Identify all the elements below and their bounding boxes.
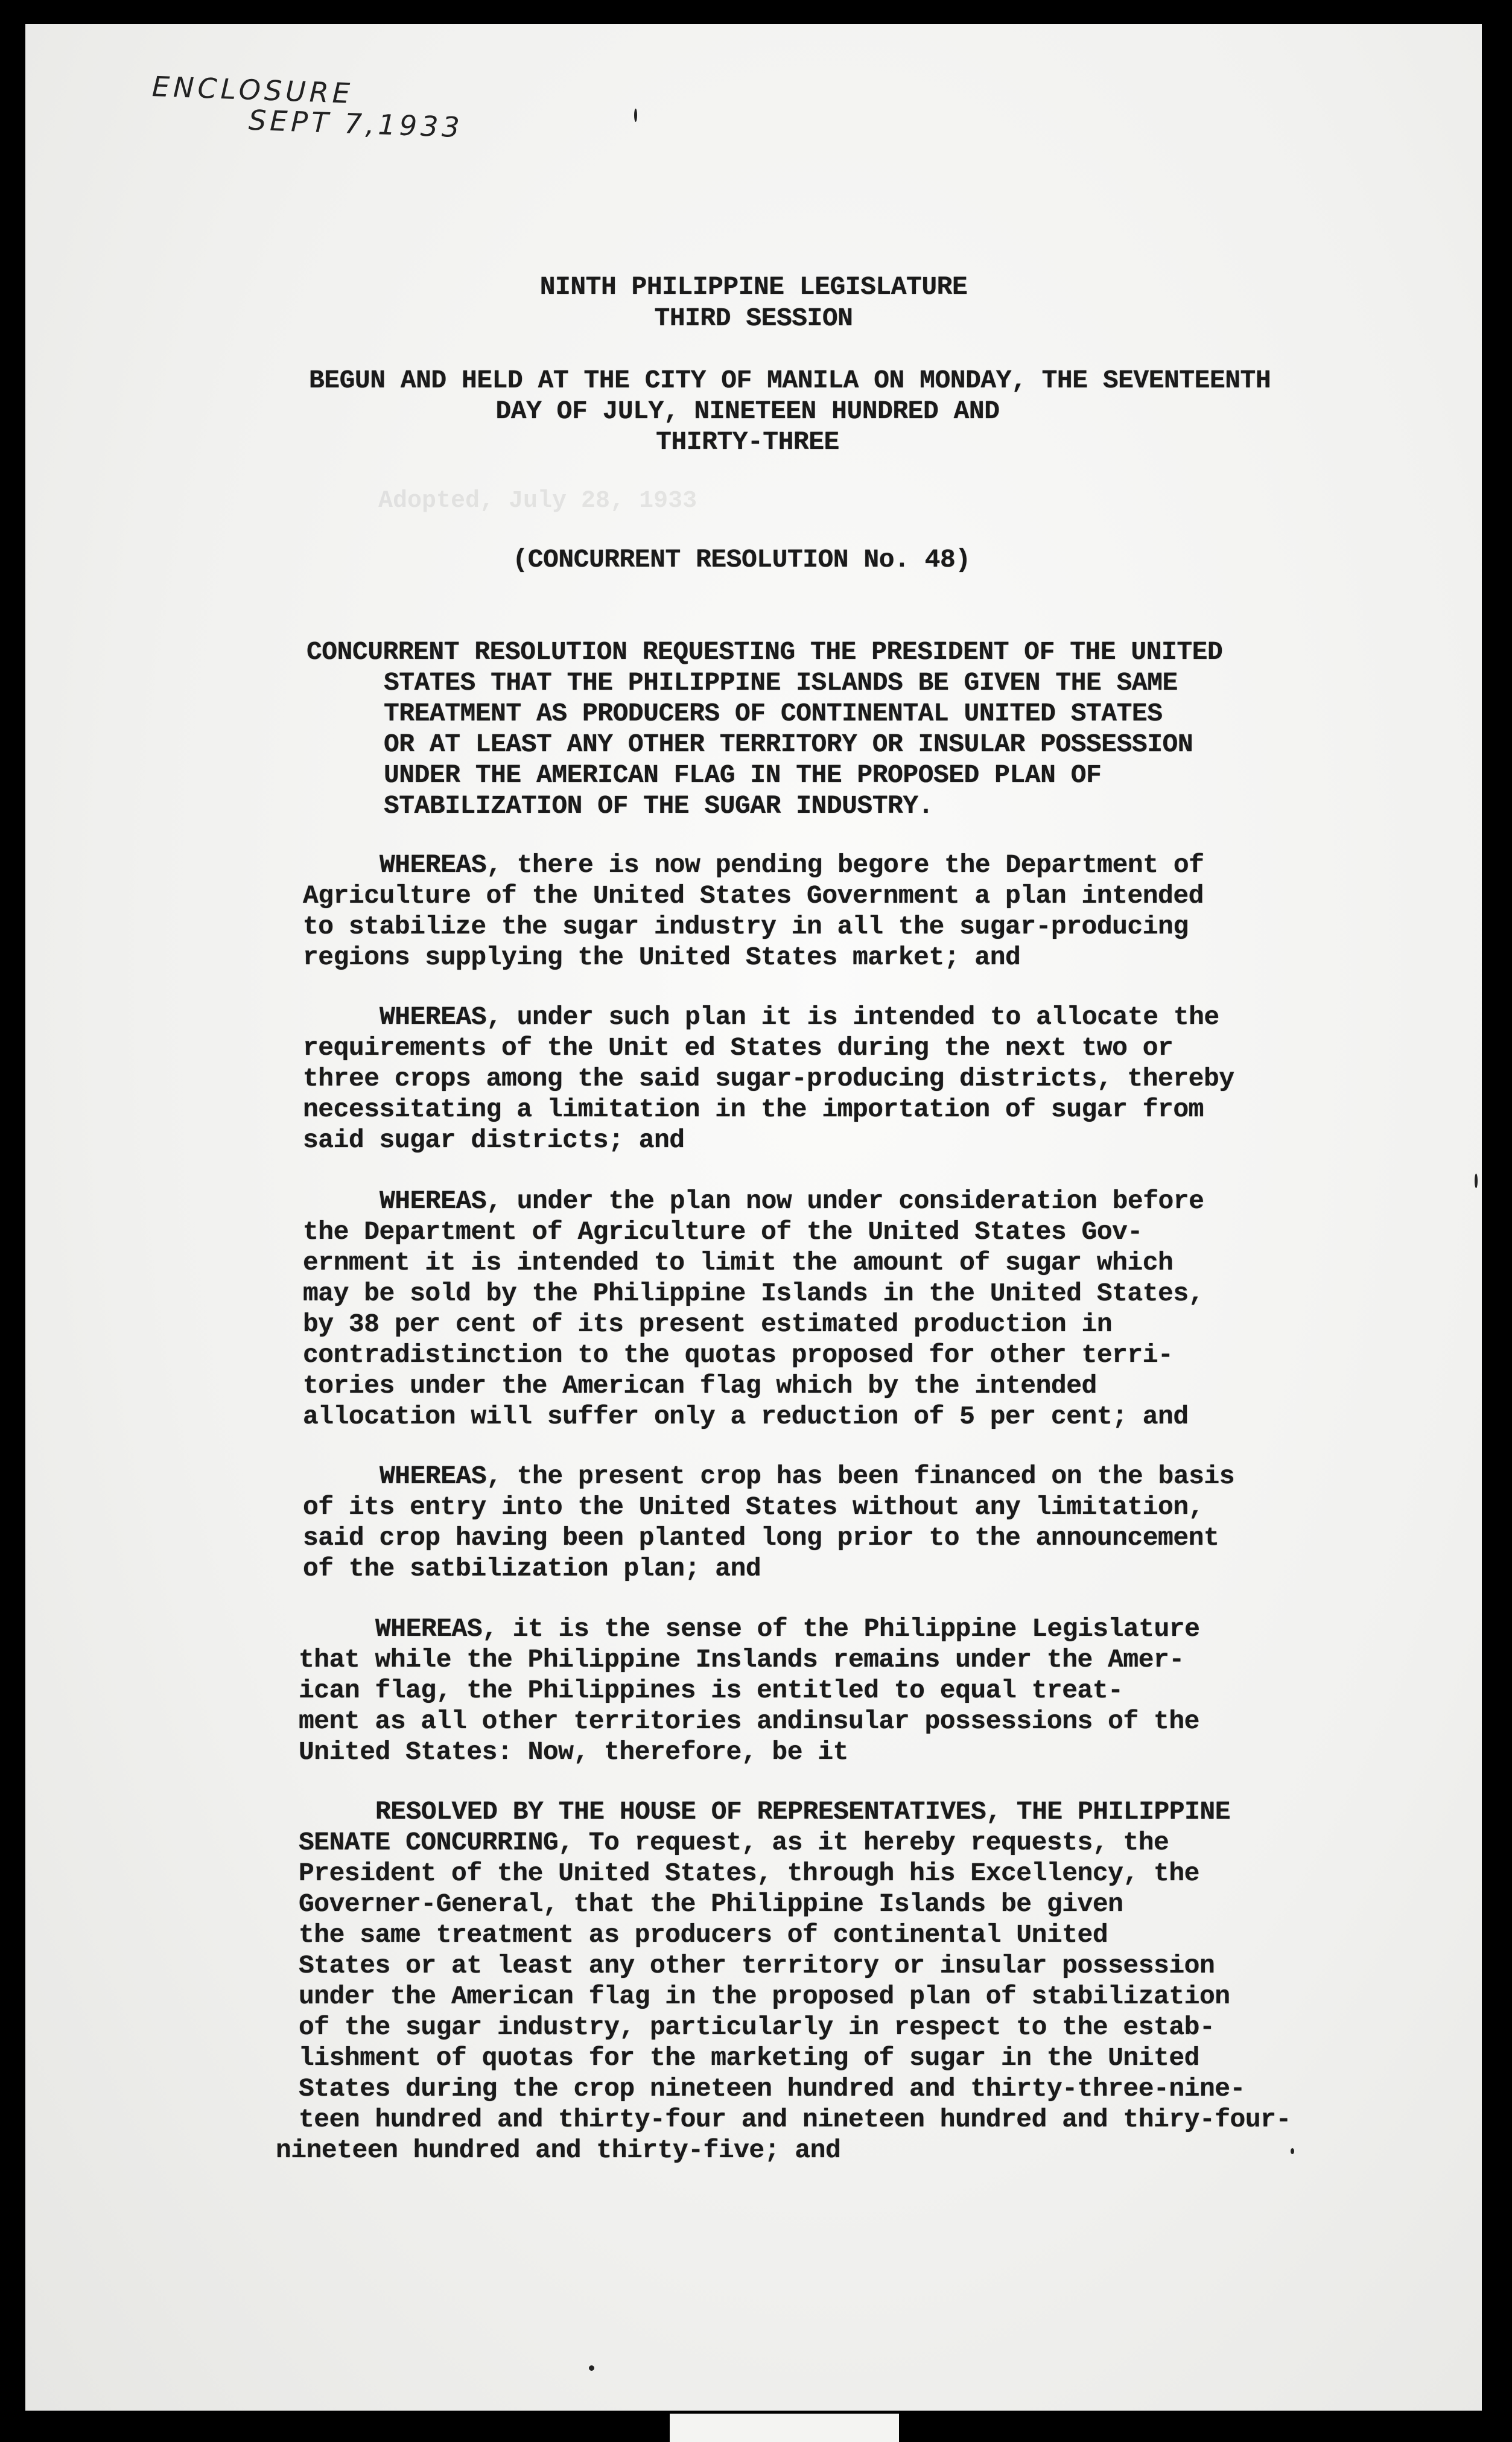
paragraph-line: under the American flag in the proposed plan of stabilization [299, 1982, 1230, 2011]
paragraph-line: that while the Philippine Inslands remains under the Amer- [299, 1645, 1184, 1674]
paragraph-line: contradistinction to the quotas proposed for other terri- [303, 1340, 1174, 1370]
paragraph-line: States during the crop nineteen hundred and thirty-three-nine- [299, 2074, 1245, 2103]
paragraph-line: Governer-General, that the Philippine Islands be given [299, 1889, 1123, 1919]
paragraph-line: by 38 per cent of its present estimated production in [303, 1309, 1113, 1339]
title-line: TREATMENT AS PRODUCERS OF CONTINENTAL UNITED STATES [384, 699, 1163, 728]
paragraph-line: three crops among the said sugar-producing districts, thereby [303, 1064, 1234, 1093]
legislature-heading: NINTH PHILIPPINE LEGISLATURE [539, 272, 968, 302]
paragraph-line: WHEREAS, it is the sense of the Philippine Legislature [375, 1614, 1200, 1644]
handwritten-enclosure-note: ENCLOSURE [151, 70, 354, 110]
handwritten-date-note: SEPT 7,1933 [248, 103, 464, 144]
begun-line-1: BEGUN AND HELD AT THE CITY OF MANILA ON MONDAY, THE SEVENTEENTH [309, 366, 1271, 395]
paragraph-line: to stabilize the sugar industry in all the sugar-producing [303, 912, 1189, 941]
paragraph-line: may be sold by the Philippine Islands in the United States, [303, 1279, 1204, 1308]
title-line: STATES THAT THE PHILIPPINE ISLANDS BE GIVEN THE SAME [384, 668, 1178, 698]
paragraph-line: WHEREAS, there is now pending begore the Department of [380, 850, 1204, 880]
paragraph-line: SENATE CONCURRING, To request, as it hereby requests, the [299, 1828, 1169, 1857]
document-page [25, 24, 1482, 2411]
title-line: CONCURRENT RESOLUTION REQUESTING THE PRESIDENT OF THE UNITED [307, 637, 1223, 667]
paragraph-line: Agriculture of the United States Government a plan intended [303, 881, 1204, 911]
begun-line-2: DAY OF JULY, NINETEEN HUNDRED AND [495, 396, 1000, 426]
title-line: STABILIZATION OF THE SUGAR INDUSTRY. [384, 791, 933, 821]
paragraph-line: ican flag, the Philippines is entitled to equal treat- [299, 1676, 1123, 1705]
paragraph-line: said crop having been planted long prior to the announcement [303, 1523, 1219, 1553]
session-heading: THIRD SESSION [654, 304, 853, 333]
paragraph-line: WHEREAS, under the plan now under consideration before [380, 1186, 1204, 1216]
paragraph-line: WHEREAS, under such plan it is intended to allocate the [380, 1002, 1219, 1032]
paragraph-line: of its entry into the United States without any limitation, [303, 1492, 1204, 1522]
paragraph-line: the same treatment as producers of continental United [299, 1920, 1108, 1950]
paragraph-line: regions supplying the United States market; and [303, 943, 1021, 972]
paragraph-line: of the sugar industry, particularly in respect to the estab- [299, 2012, 1215, 2042]
title-line: OR AT LEAST ANY OTHER TERRITORY OR INSULAR POSSESSION [384, 730, 1193, 759]
paragraph-line: President of the United States, through his Excellency, the [299, 1859, 1199, 1888]
paragraph-line: tories under the American flag which by the intended [303, 1371, 1097, 1401]
paragraph-line: States or at least any other territory or insular possession [299, 1951, 1215, 1980]
paragraph-line: United States: Now, therefore, be it [299, 1737, 848, 1767]
paragraph-line: said sugar districts; and [303, 1125, 685, 1155]
resolution-number: (CONCURRENT RESOLUTION No. 48) [512, 545, 971, 574]
paragraph-line: requirements of the Unit ed States during the next two or [303, 1033, 1174, 1063]
paragraph-line: WHEREAS, the present crop has been financed on the basis [380, 1461, 1235, 1491]
scan-speck [1475, 1174, 1478, 1188]
paragraph-line: the Department of Agriculture of the United States Gov- [303, 1217, 1143, 1247]
paragraph-line: nineteen hundred and thirty-five; and [276, 2135, 841, 2165]
paragraph-line: allocation will suffer only a reduction of 5 per cent; and [303, 1402, 1189, 1431]
paragraph-line: teen hundred and thirty-four and nineteen hundred and thiry-four- [299, 2105, 1291, 2134]
paragraph-line: ernment it is intended to limit the amount of sugar which [303, 1248, 1174, 1277]
paragraph-line: RESOLVED BY THE HOUSE OF REPRESENTATIVES, THE PHILIPPINE [375, 1797, 1231, 1827]
scan-speck [589, 2365, 594, 2371]
bleed-through-text: Adopted, July 28, 1933 [378, 488, 697, 515]
paragraph-line: ment as all other territories andinsular possessions of the [299, 1706, 1199, 1736]
begun-line-3: THIRTY-THREE [656, 427, 839, 457]
next-page-tab [670, 2414, 899, 2442]
title-line: UNDER THE AMERICAN FLAG IN THE PROPOSED PLAN OF [384, 760, 1102, 790]
paragraph-line: necessitating a limitation in the importation of sugar from [303, 1095, 1204, 1124]
paragraph-line: lishment of quotas for the marketing of sugar in the United [299, 2043, 1199, 2073]
scan-speck [634, 109, 637, 122]
scan-speck [1291, 2148, 1294, 2154]
paragraph-line: of the satbilization plan; and [303, 1554, 761, 1583]
